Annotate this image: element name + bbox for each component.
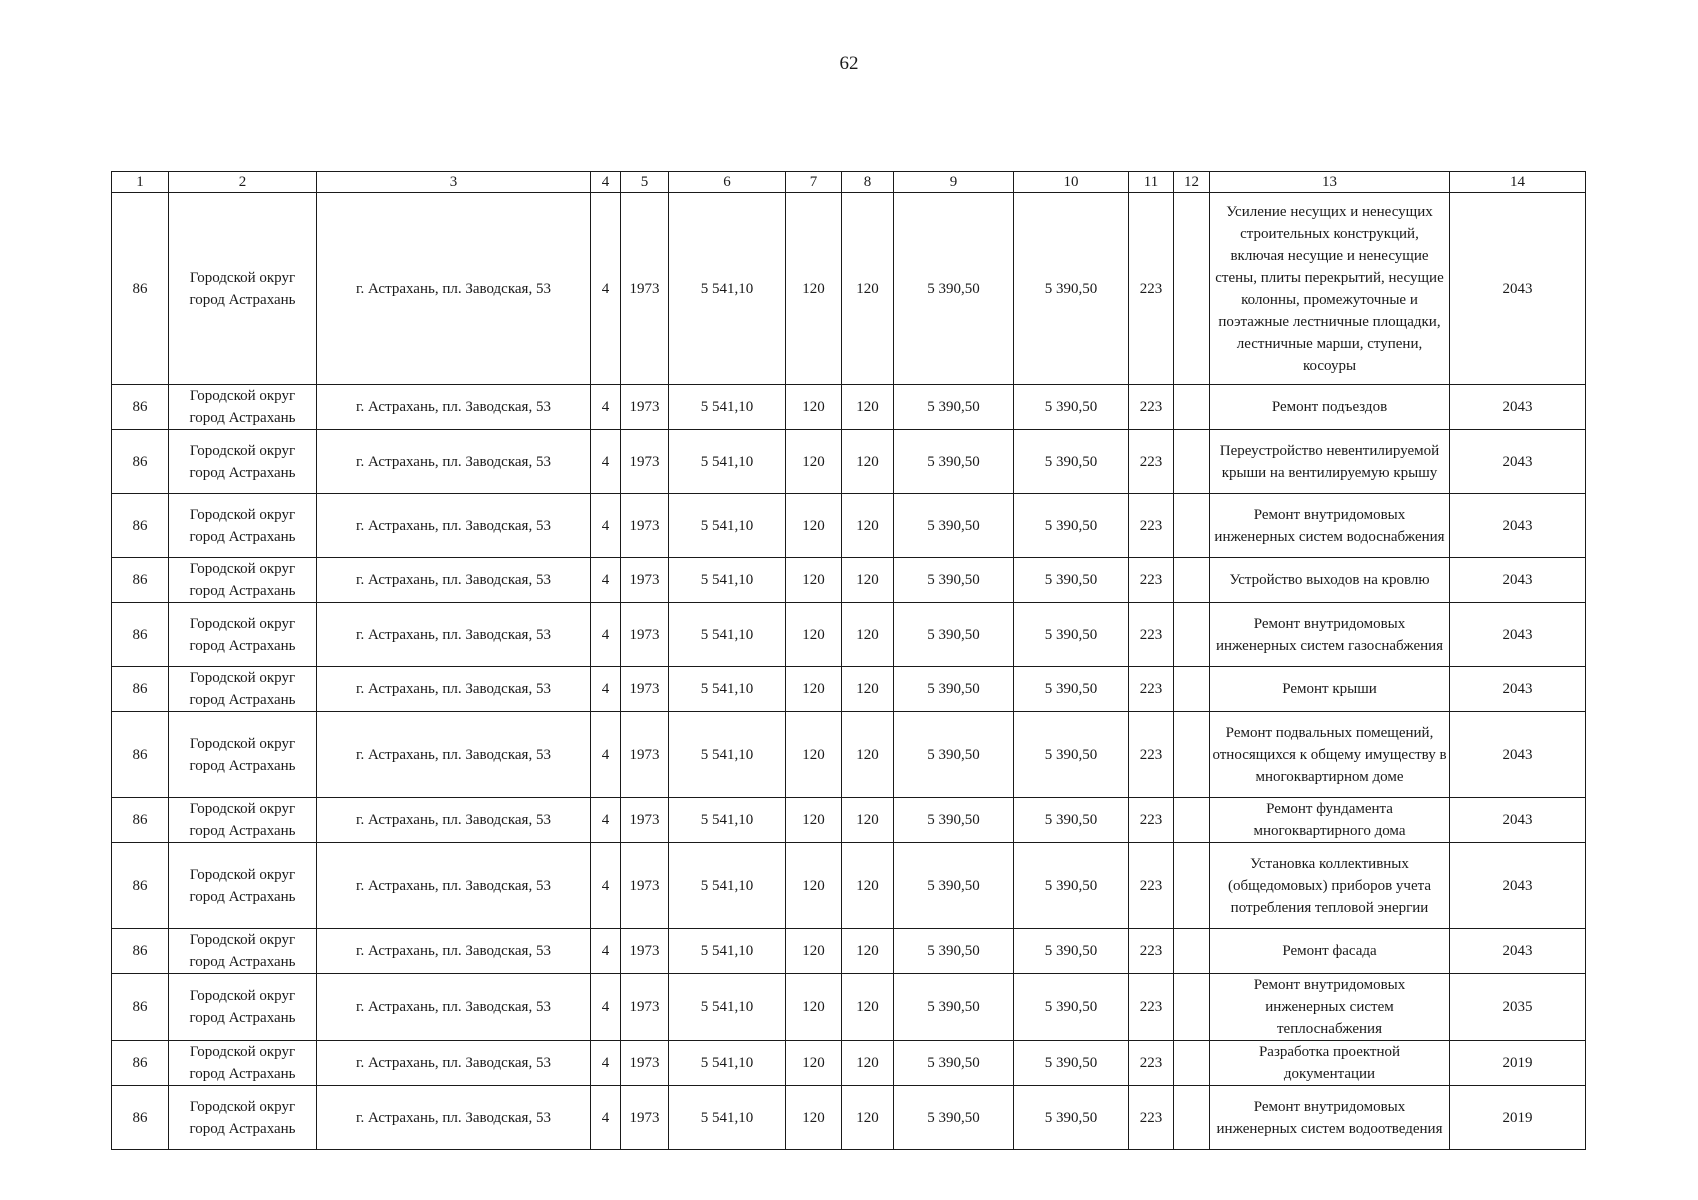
- cell-address: г. Астрахань, пл. Заводская, 53: [317, 494, 591, 558]
- cell-municipality: Городской округ город Астрахань: [169, 712, 317, 798]
- cell-row-number: 86: [112, 1086, 169, 1150]
- cell-col-7-value: 120: [786, 798, 842, 843]
- table-row: [112, 1086, 1586, 1150]
- cell-row-number: 86: [112, 430, 169, 494]
- cell-col-10-area: 5 390,50: [1014, 430, 1129, 494]
- column-header-1: 1: [112, 172, 169, 193]
- cell-work-type: Ремонт фундамента многоквартирного дома: [1210, 798, 1450, 843]
- cell-planned-year: 2043: [1450, 667, 1586, 712]
- cell-planned-year: 2043: [1450, 603, 1586, 667]
- cell-total-area: 5 541,10: [669, 193, 786, 385]
- cell-planned-year: 2043: [1450, 430, 1586, 494]
- cell-year-built: 1973: [621, 430, 669, 494]
- register-table-container: [111, 171, 1585, 1150]
- cell-col-7-value: 120: [786, 1041, 842, 1086]
- column-header-10: 10: [1014, 172, 1129, 193]
- cell-planned-year: 2043: [1450, 193, 1586, 385]
- cell-work-type: Ремонт внутридомовых инженерных систем газоснабжения: [1210, 603, 1450, 667]
- cell-col-7-value: 120: [786, 929, 842, 974]
- cell-col-10-area: 5 390,50: [1014, 494, 1129, 558]
- column-header-13: 13: [1210, 172, 1450, 193]
- cell-address: г. Астрахань, пл. Заводская, 53: [317, 1086, 591, 1150]
- column-header-4: 4: [591, 172, 621, 193]
- cell-planned-year: 2035: [1450, 974, 1586, 1041]
- cell-planned-year: 2043: [1450, 494, 1586, 558]
- cell-row-number: 86: [112, 494, 169, 558]
- cell-year-built: 1973: [621, 558, 669, 603]
- cell-address: г. Астрахань, пл. Заводская, 53: [317, 667, 591, 712]
- cell-municipality: Городской округ город Астрахань: [169, 603, 317, 667]
- cell-col-8-value: 120: [842, 712, 894, 798]
- cell-year-built: 1973: [621, 712, 669, 798]
- cell-address: г. Астрахань, пл. Заводская, 53: [317, 603, 591, 667]
- cell-col-10-area: 5 390,50: [1014, 712, 1129, 798]
- cell-col-7-value: 120: [786, 603, 842, 667]
- cell-address: г. Астрахань, пл. Заводская, 53: [317, 430, 591, 494]
- cell-row-number: 86: [112, 798, 169, 843]
- cell-residents-count: 223: [1129, 558, 1174, 603]
- cell-total-area: 5 541,10: [669, 558, 786, 603]
- cell-floors: 4: [591, 1086, 621, 1150]
- cell-row-number: 86: [112, 974, 169, 1041]
- cell-col-12-value: [1174, 1086, 1210, 1150]
- table-row: [112, 929, 1586, 974]
- cell-total-area: 5 541,10: [669, 494, 786, 558]
- cell-col-7-value: 120: [786, 430, 842, 494]
- cell-col-9-area: 5 390,50: [894, 798, 1014, 843]
- cell-col-9-area: 5 390,50: [894, 430, 1014, 494]
- cell-row-number: 86: [112, 1041, 169, 1086]
- page-number: 62: [839, 53, 859, 74]
- cell-address: г. Астрахань, пл. Заводская, 53: [317, 1041, 591, 1086]
- cell-floors: 4: [591, 1041, 621, 1086]
- cell-work-type: Устройство выходов на кровлю: [1210, 558, 1450, 603]
- cell-floors: 4: [591, 385, 621, 430]
- cell-col-9-area: 5 390,50: [894, 558, 1014, 603]
- column-header-2: 2: [169, 172, 317, 193]
- cell-work-type: Разработка проектной документации: [1210, 1041, 1450, 1086]
- cell-col-7-value: 120: [786, 974, 842, 1041]
- cell-col-8-value: 120: [842, 1086, 894, 1150]
- cell-year-built: 1973: [621, 603, 669, 667]
- cell-municipality: Городской округ город Астрахань: [169, 1086, 317, 1150]
- cell-col-7-value: 120: [786, 193, 842, 385]
- table-row: [112, 974, 1586, 1041]
- cell-col-10-area: 5 390,50: [1014, 798, 1129, 843]
- cell-col-12-value: [1174, 712, 1210, 798]
- cell-address: г. Астрахань, пл. Заводская, 53: [317, 712, 591, 798]
- cell-address: г. Астрахань, пл. Заводская, 53: [317, 798, 591, 843]
- cell-year-built: 1973: [621, 929, 669, 974]
- cell-residents-count: 223: [1129, 603, 1174, 667]
- cell-work-type: Ремонт внутридомовых инженерных систем водоснабжения: [1210, 494, 1450, 558]
- cell-municipality: Городской округ город Астрахань: [169, 667, 317, 712]
- cell-floors: 4: [591, 558, 621, 603]
- cell-col-7-value: 120: [786, 712, 842, 798]
- table-row: [112, 430, 1586, 494]
- cell-row-number: 86: [112, 667, 169, 712]
- cell-municipality: Городской округ город Астрахань: [169, 385, 317, 430]
- cell-address: г. Астрахань, пл. Заводская, 53: [317, 193, 591, 385]
- cell-col-10-area: 5 390,50: [1014, 193, 1129, 385]
- cell-col-12-value: [1174, 603, 1210, 667]
- cell-address: г. Астрахань, пл. Заводская, 53: [317, 929, 591, 974]
- cell-residents-count: 223: [1129, 385, 1174, 430]
- table-body: [112, 193, 1586, 1150]
- cell-floors: 4: [591, 798, 621, 843]
- cell-col-12-value: [1174, 667, 1210, 712]
- table-row: [112, 603, 1586, 667]
- cell-total-area: 5 541,10: [669, 843, 786, 929]
- cell-municipality: Городской округ город Астрахань: [169, 193, 317, 385]
- cell-year-built: 1973: [621, 1086, 669, 1150]
- cell-row-number: 86: [112, 929, 169, 974]
- cell-total-area: 5 541,10: [669, 430, 786, 494]
- column-header-5: 5: [621, 172, 669, 193]
- cell-floors: 4: [591, 603, 621, 667]
- cell-municipality: Городской округ город Астрахань: [169, 798, 317, 843]
- column-header-9: 9: [894, 172, 1014, 193]
- column-number-row: [112, 172, 1586, 193]
- cell-col-12-value: [1174, 430, 1210, 494]
- cell-planned-year: 2043: [1450, 712, 1586, 798]
- cell-col-8-value: 120: [842, 929, 894, 974]
- cell-col-10-area: 5 390,50: [1014, 667, 1129, 712]
- cell-col-7-value: 120: [786, 494, 842, 558]
- cell-work-type: Ремонт крыши: [1210, 667, 1450, 712]
- cell-total-area: 5 541,10: [669, 1041, 786, 1086]
- cell-col-7-value: 120: [786, 558, 842, 603]
- cell-year-built: 1973: [621, 974, 669, 1041]
- cell-col-9-area: 5 390,50: [894, 603, 1014, 667]
- cell-col-10-area: 5 390,50: [1014, 843, 1129, 929]
- cell-col-7-value: 120: [786, 1086, 842, 1150]
- cell-col-10-area: 5 390,50: [1014, 385, 1129, 430]
- cell-planned-year: 2043: [1450, 385, 1586, 430]
- cell-municipality: Городской округ город Астрахань: [169, 558, 317, 603]
- cell-work-type: Ремонт фасада: [1210, 929, 1450, 974]
- cell-total-area: 5 541,10: [669, 667, 786, 712]
- table-row: [112, 798, 1586, 843]
- cell-col-8-value: 120: [842, 193, 894, 385]
- cell-col-8-value: 120: [842, 974, 894, 1041]
- cell-municipality: Городской округ город Астрахань: [169, 494, 317, 558]
- cell-planned-year: 2043: [1450, 929, 1586, 974]
- cell-residents-count: 223: [1129, 193, 1174, 385]
- cell-residents-count: 223: [1129, 1086, 1174, 1150]
- cell-col-9-area: 5 390,50: [894, 974, 1014, 1041]
- cell-col-10-area: 5 390,50: [1014, 603, 1129, 667]
- cell-year-built: 1973: [621, 843, 669, 929]
- cell-residents-count: 223: [1129, 843, 1174, 929]
- cell-col-9-area: 5 390,50: [894, 193, 1014, 385]
- cell-residents-count: 223: [1129, 1041, 1174, 1086]
- cell-floors: 4: [591, 667, 621, 712]
- cell-col-7-value: 120: [786, 385, 842, 430]
- cell-col-10-area: 5 390,50: [1014, 1041, 1129, 1086]
- cell-col-10-area: 5 390,50: [1014, 929, 1129, 974]
- cell-year-built: 1973: [621, 193, 669, 385]
- cell-row-number: 86: [112, 558, 169, 603]
- column-header-11: 11: [1129, 172, 1174, 193]
- cell-planned-year: 2019: [1450, 1041, 1586, 1086]
- cell-col-8-value: 120: [842, 494, 894, 558]
- cell-row-number: 86: [112, 712, 169, 798]
- cell-year-built: 1973: [621, 667, 669, 712]
- column-header-7: 7: [786, 172, 842, 193]
- cell-municipality: Городской округ город Астрахань: [169, 974, 317, 1041]
- cell-total-area: 5 541,10: [669, 1086, 786, 1150]
- cell-municipality: Городской округ город Астрахань: [169, 1041, 317, 1086]
- cell-year-built: 1973: [621, 494, 669, 558]
- cell-floors: 4: [591, 929, 621, 974]
- cell-total-area: 5 541,10: [669, 929, 786, 974]
- cell-row-number: 86: [112, 603, 169, 667]
- cell-col-9-area: 5 390,50: [894, 385, 1014, 430]
- cell-floors: 4: [591, 430, 621, 494]
- cell-col-12-value: [1174, 798, 1210, 843]
- cell-year-built: 1973: [621, 385, 669, 430]
- cell-col-8-value: 120: [842, 430, 894, 494]
- cell-col-8-value: 120: [842, 385, 894, 430]
- column-header-6: 6: [669, 172, 786, 193]
- cell-col-12-value: [1174, 1041, 1210, 1086]
- cell-residents-count: 223: [1129, 430, 1174, 494]
- cell-col-12-value: [1174, 558, 1210, 603]
- cell-planned-year: 2043: [1450, 558, 1586, 603]
- cell-col-9-area: 5 390,50: [894, 712, 1014, 798]
- cell-row-number: 86: [112, 843, 169, 929]
- cell-col-10-area: 5 390,50: [1014, 558, 1129, 603]
- cell-floors: 4: [591, 843, 621, 929]
- cell-total-area: 5 541,10: [669, 603, 786, 667]
- table-row: [112, 843, 1586, 929]
- cell-work-type: Ремонт внутридомовых инженерных систем теплоснабжения: [1210, 974, 1450, 1041]
- table-row: [112, 494, 1586, 558]
- cell-planned-year: 2043: [1450, 843, 1586, 929]
- cell-address: г. Астрахань, пл. Заводская, 53: [317, 385, 591, 430]
- cell-row-number: 86: [112, 385, 169, 430]
- cell-planned-year: 2019: [1450, 1086, 1586, 1150]
- cell-col-9-area: 5 390,50: [894, 667, 1014, 712]
- cell-col-12-value: [1174, 974, 1210, 1041]
- cell-col-8-value: 120: [842, 558, 894, 603]
- cell-residents-count: 223: [1129, 667, 1174, 712]
- cell-work-type: Ремонт подъездов: [1210, 385, 1450, 430]
- column-header-8: 8: [842, 172, 894, 193]
- cell-floors: 4: [591, 494, 621, 558]
- cell-address: г. Астрахань, пл. Заводская, 53: [317, 974, 591, 1041]
- cell-col-12-value: [1174, 929, 1210, 974]
- cell-total-area: 5 541,10: [669, 712, 786, 798]
- cell-col-12-value: [1174, 385, 1210, 430]
- cell-residents-count: 223: [1129, 974, 1174, 1041]
- cell-total-area: 5 541,10: [669, 385, 786, 430]
- cell-col-8-value: 120: [842, 1041, 894, 1086]
- cell-work-type: Ремонт внутридомовых инженерных систем водоотведения: [1210, 1086, 1450, 1150]
- cell-col-9-area: 5 390,50: [894, 843, 1014, 929]
- cell-floors: 4: [591, 193, 621, 385]
- register-table: [111, 171, 1586, 1150]
- cell-col-8-value: 120: [842, 603, 894, 667]
- column-header-12: 12: [1174, 172, 1210, 193]
- cell-total-area: 5 541,10: [669, 974, 786, 1041]
- column-header-14: 14: [1450, 172, 1586, 193]
- cell-municipality: Городской округ город Астрахань: [169, 430, 317, 494]
- cell-col-12-value: [1174, 193, 1210, 385]
- column-header-3: 3: [317, 172, 591, 193]
- cell-planned-year: 2043: [1450, 798, 1586, 843]
- cell-col-7-value: 120: [786, 843, 842, 929]
- cell-residents-count: 223: [1129, 929, 1174, 974]
- cell-col-10-area: 5 390,50: [1014, 1086, 1129, 1150]
- cell-col-8-value: 120: [842, 667, 894, 712]
- cell-address: г. Астрахань, пл. Заводская, 53: [317, 843, 591, 929]
- table-row: [112, 558, 1586, 603]
- cell-floors: 4: [591, 712, 621, 798]
- table-row: [112, 193, 1586, 385]
- cell-year-built: 1973: [621, 798, 669, 843]
- cell-col-8-value: 120: [842, 843, 894, 929]
- cell-col-12-value: [1174, 494, 1210, 558]
- cell-floors: 4: [591, 974, 621, 1041]
- table-row: [112, 712, 1586, 798]
- cell-total-area: 5 541,10: [669, 798, 786, 843]
- cell-residents-count: 223: [1129, 494, 1174, 558]
- cell-col-9-area: 5 390,50: [894, 1086, 1014, 1150]
- cell-residents-count: 223: [1129, 798, 1174, 843]
- cell-address: г. Астрахань, пл. Заводская, 53: [317, 558, 591, 603]
- cell-municipality: Городской округ город Астрахань: [169, 929, 317, 974]
- cell-col-12-value: [1174, 843, 1210, 929]
- table-row: [112, 667, 1586, 712]
- table-row: [112, 385, 1586, 430]
- cell-work-type: Усиление несущих и ненесущих строительных конструкций, включая несущие и ненесущие стены, плиты перекрытий, несущие колонны, промежуточные и поэтажные лестничные площадки, лестничные марши, ступени, косоуры: [1210, 193, 1450, 385]
- cell-year-built: 1973: [621, 1041, 669, 1086]
- cell-work-type: Переустройство невентилируемой крыши на вентилируемую крышу: [1210, 430, 1450, 494]
- cell-col-9-area: 5 390,50: [894, 929, 1014, 974]
- cell-residents-count: 223: [1129, 712, 1174, 798]
- cell-municipality: Городской округ город Астрахань: [169, 843, 317, 929]
- table-row: [112, 1041, 1586, 1086]
- cell-work-type: Ремонт подвальных помещений, относящихся к общему имуществу в многоквартирном доме: [1210, 712, 1450, 798]
- cell-col-9-area: 5 390,50: [894, 1041, 1014, 1086]
- cell-col-10-area: 5 390,50: [1014, 974, 1129, 1041]
- cell-col-7-value: 120: [786, 667, 842, 712]
- cell-col-9-area: 5 390,50: [894, 494, 1014, 558]
- cell-work-type: Установка коллективных (общедомовых) приборов учета потребления тепловой энергии: [1210, 843, 1450, 929]
- cell-col-8-value: 120: [842, 798, 894, 843]
- cell-row-number: 86: [112, 193, 169, 385]
